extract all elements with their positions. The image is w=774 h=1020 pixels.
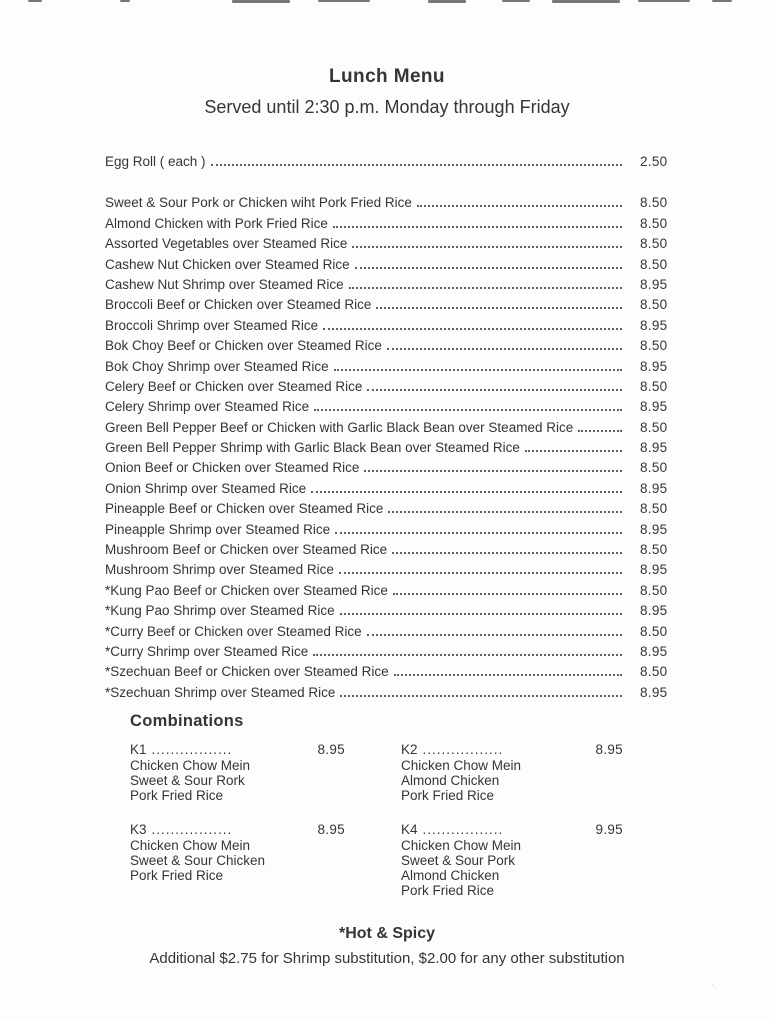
menu-item-price: 8.50 <box>640 623 668 639</box>
dotted-leader <box>313 654 622 656</box>
combo-dish: Sweet & Sour Rork <box>130 773 245 789</box>
combo-block <box>401 822 623 898</box>
menu-item-row <box>105 685 674 705</box>
combo-dish: Chicken Chow Mein <box>130 758 251 774</box>
dotted-leader <box>333 226 622 228</box>
combo-code: K3 <box>130 822 147 838</box>
menu-item-row <box>105 460 674 480</box>
combo-block <box>130 822 345 898</box>
menu-item-row <box>105 338 674 358</box>
menu-item-price: 8.50 <box>640 195 668 211</box>
dotted-leader <box>364 470 622 472</box>
dotted-leader <box>367 389 622 391</box>
menu-item-price: 8.50 <box>640 501 668 517</box>
dotted-leader <box>417 205 622 207</box>
menu-item-row <box>105 195 674 215</box>
menu-item-row <box>105 399 674 419</box>
combo-code: K4 <box>401 822 418 838</box>
menu-item-price: 8.95 <box>640 562 668 578</box>
menu-item-price: 8.50 <box>640 664 668 680</box>
menu-item-name: Celery Beef or Chicken over Steamed Rice <box>105 378 363 394</box>
dotted-leader <box>394 674 622 676</box>
combo-price: 9.95 <box>595 822 623 838</box>
combo-dish: Chicken Chow Mein <box>401 838 522 854</box>
menu-item-price: 8.50 <box>640 542 668 558</box>
dotted-leader <box>355 267 622 269</box>
combo-code: K1 <box>130 742 147 758</box>
combo-dish: Chicken Chow Mein <box>130 838 251 854</box>
dotted-leader <box>387 348 622 350</box>
combo-dish: Pork Fried Rice <box>401 788 495 804</box>
menu-item-name: *Kung Pao Beef or Chicken over Steamed Rice <box>105 582 388 598</box>
dotted-leader <box>525 450 622 452</box>
menu-section <box>105 154 674 705</box>
menu-item-price: 8.95 <box>640 317 668 333</box>
menu-item-price: 8.50 <box>640 236 668 252</box>
combo-head <box>401 822 623 838</box>
combo-dish: Almond Chicken <box>401 868 500 884</box>
combo-block <box>401 742 623 803</box>
menu-item-price: 8.95 <box>640 480 668 496</box>
menu-item-price: 8.95 <box>640 643 668 659</box>
combo-price: 8.95 <box>317 742 345 758</box>
dotted-leader <box>335 532 622 534</box>
menu-item-name: Sweet & Sour Pork or Chicken wiht Pork Fried Rice <box>105 195 412 211</box>
menu-item-row <box>105 481 674 501</box>
menu-item-name: Pineapple Beef or Chicken over Steamed Rice <box>105 501 384 517</box>
combo-block <box>130 742 345 803</box>
dotted-leader <box>349 287 622 289</box>
menu-item-row <box>105 583 674 603</box>
menu-item-price: 8.95 <box>640 684 668 700</box>
menu-item-row-eggroll <box>105 154 674 174</box>
menu-item-name: *Szechuan Beef or Chicken over Steamed Rice <box>105 664 389 680</box>
menu-item-name: Almond Chicken with Pork Fried Rice <box>105 215 328 231</box>
menu-item-price: 8.50 <box>640 582 668 598</box>
menu-item-row <box>105 522 674 542</box>
menu-item-name: Cashew Nut Chicken over Steamed Rice <box>105 256 350 272</box>
page-title: Lunch Menu <box>329 66 445 87</box>
dotted-leader <box>393 593 622 595</box>
menu-item-name: Mushroom Beef or Chicken over Steamed Rice <box>105 542 388 558</box>
menu-item-price: 8.95 <box>640 276 668 292</box>
menu-item-row <box>105 542 674 562</box>
menu-item-row <box>105 501 674 521</box>
scan-artifact-top <box>0 0 774 5</box>
menu-item-row <box>105 420 674 440</box>
menu-item-name: *Kung Pao Shrimp over Steamed Rice <box>105 603 335 619</box>
menu-item-price: 8.50 <box>640 460 668 476</box>
menu-item-name: Onion Beef or Chicken over Steamed Rice <box>105 460 360 476</box>
combo-price: 8.95 <box>317 822 345 838</box>
combo-dishes <box>401 838 623 898</box>
combinations-grid <box>130 742 774 898</box>
combo-dish: Pork Fried Rice <box>401 883 495 899</box>
hot-and-spicy-note: *Hot & Spicy <box>338 925 435 943</box>
combo-dishes <box>401 758 623 803</box>
menu-item-row <box>105 318 674 338</box>
dotted-leader <box>392 552 622 554</box>
menu-item-name: Cashew Nut Shrimp over Steamed Rice <box>105 276 344 292</box>
menu-item-name: Bok Choy Shrimp over Steamed Rice <box>105 358 329 374</box>
menu-item-price: 8.95 <box>640 358 668 374</box>
combo-dish: Sweet & Sour Pork <box>401 853 516 869</box>
combo-price: 8.95 <box>595 742 623 758</box>
menu-item-price: 8.95 <box>640 399 668 415</box>
menu-item-price: 8.50 <box>640 419 668 435</box>
dotted-leader <box>388 511 622 513</box>
menu-item-name: Onion Shrimp over Steamed Rice <box>105 480 307 496</box>
menu-item-price: 8.50 <box>640 256 668 272</box>
menu-item-name: *Szechuan Shrimp over Steamed Rice <box>105 684 336 700</box>
menu-item-price: 8.50 <box>640 338 668 354</box>
combo-dish: Almond Chicken <box>401 773 500 789</box>
combo-dish: Sweet & Sour Chicken <box>130 853 266 869</box>
combo-head <box>130 822 345 838</box>
menu-item-price: 8.50 <box>640 378 668 394</box>
menu-item-name: Assorted Vegetables over Steamed Rice <box>105 236 348 252</box>
menu-item-price: 8.95 <box>640 440 668 456</box>
combo-code: K2 <box>401 742 418 758</box>
menu-item-name: Broccoli Beef or Chicken over Steamed Rice <box>105 297 372 313</box>
combo-dishes <box>130 758 345 803</box>
menu-item-name: *Curry Beef or Chicken over Steamed Rice <box>105 623 362 639</box>
menu-item-row <box>105 562 674 582</box>
menu-item-row <box>105 216 674 236</box>
menu-item-name: Celery Shrimp over Steamed Rice <box>105 399 310 415</box>
menu-item-row <box>105 644 674 664</box>
scan-artifact-bottom: ’· <box>712 983 717 993</box>
menu-item-row <box>105 379 674 399</box>
combo-dots: ................. <box>151 822 233 838</box>
dotted-leader <box>376 307 622 309</box>
menu-item-row <box>105 297 674 317</box>
menu-item-price: 8.50 <box>640 215 668 231</box>
menu-items-list <box>105 195 674 705</box>
combo-dish: Pork Fried Rice <box>130 788 224 804</box>
menu-item-name: Green Bell Pepper Shrimp with Garlic Black Bean over Steamed Rice <box>105 440 520 456</box>
menu-item-name: Green Bell Pepper Beef or Chicken with Garlic Black Bean over Steamed Rice <box>105 419 574 435</box>
menu-item-row <box>105 603 674 623</box>
menu-item-name: Pineapple Shrimp over Steamed Rice <box>105 521 331 537</box>
dotted-leader <box>334 369 622 371</box>
menu-item-name: Bok Choy Beef or Chicken over Steamed Rice <box>105 338 382 354</box>
menu-item-row <box>105 359 674 379</box>
dotted-leader <box>323 328 622 330</box>
combo-dots: ................. <box>151 742 233 758</box>
menu-item-row <box>105 440 674 460</box>
dotted-leader <box>314 409 622 411</box>
combo-dots: ................. <box>422 822 504 838</box>
dotted-leader <box>352 246 622 248</box>
menu-item-row <box>105 624 674 644</box>
menu-item-row <box>105 236 674 256</box>
menu-item-row <box>105 277 674 297</box>
dotted-leader <box>339 572 622 574</box>
menu-item-price: 8.95 <box>640 521 668 537</box>
combinations-heading: Combinations <box>130 712 244 731</box>
substitution-note: Additional $2.75 for Shrimp substitution, $2.00 for any other substitution <box>149 950 625 968</box>
dotted-leader <box>367 634 622 636</box>
combo-dish: Pork Fried Rice <box>130 868 224 884</box>
dotted-leader <box>311 491 622 493</box>
page-subtitle: Served until 2:30 p.m. Monday through Friday <box>204 97 570 117</box>
menu-item-name: Mushroom Shrimp over Steamed Rice <box>105 562 334 578</box>
dotted-leader <box>340 613 622 615</box>
menu-item-name: *Curry Shrimp over Steamed Rice <box>105 643 309 659</box>
menu-item-price: 8.50 <box>640 297 668 313</box>
dotted-leader <box>211 164 622 166</box>
menu-item-price: 8.95 <box>640 603 668 619</box>
menu-item-row <box>105 664 674 684</box>
combo-dishes <box>130 838 345 883</box>
dotted-leader <box>578 430 622 432</box>
dotted-leader <box>340 695 622 697</box>
combo-head <box>401 742 623 758</box>
combo-head <box>130 742 345 758</box>
menu-item-name: Broccoli Shrimp over Steamed Rice <box>105 317 319 333</box>
menu-item-price: 2.50 <box>640 154 668 169</box>
menu-item-name: Egg Roll ( each ) <box>105 154 206 169</box>
menu-item-row <box>105 257 674 277</box>
combo-dots: ................. <box>422 742 504 758</box>
combo-dish: Chicken Chow Mein <box>401 758 522 774</box>
